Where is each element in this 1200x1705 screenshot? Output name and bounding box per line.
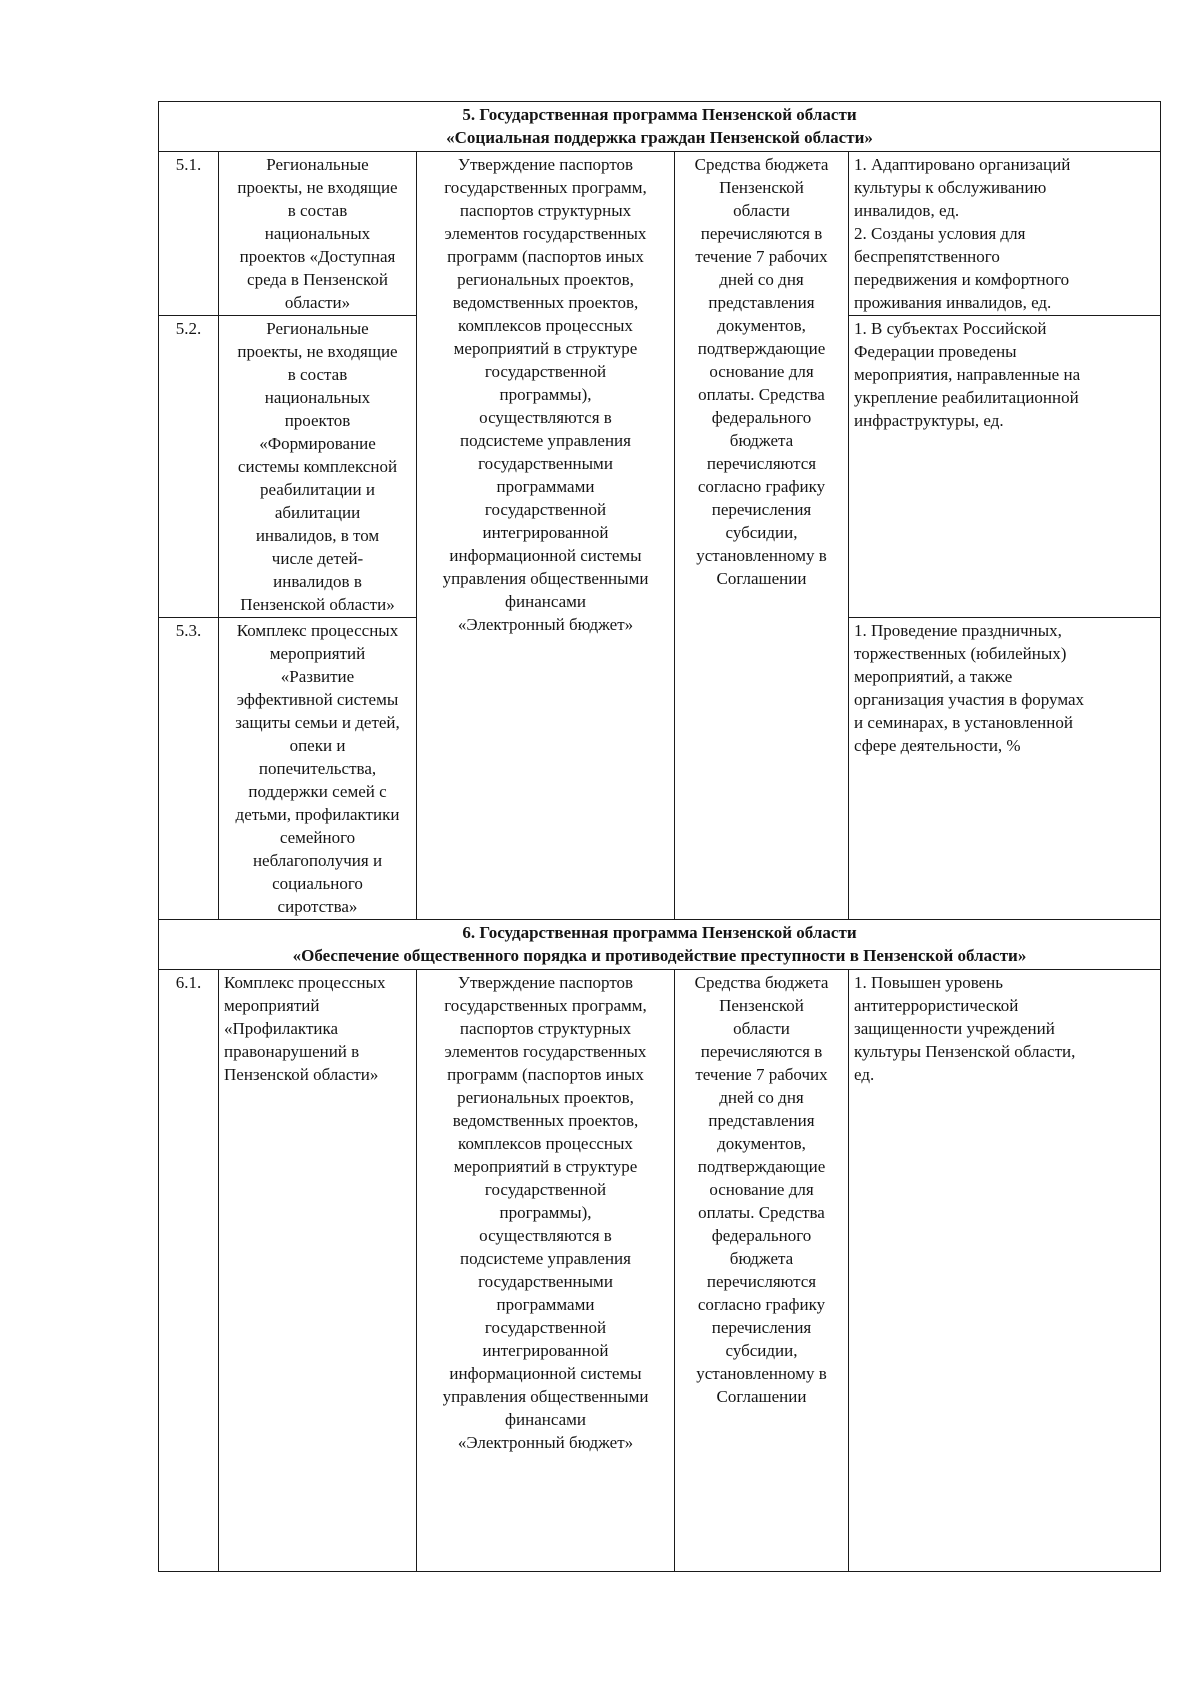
section-6-header-row <box>159 920 1161 970</box>
implementation-measure: Утверждение паспортов государственных программ, паспортов структурных элементов государственных программ (паспортов иных региональных проектов, ведомственных проектов, комплексов процессных мероприятий в структуре государственной программы), осуществляются в подсистеме управления государственными программами государственной интегрированной информационной системы управления общественными финансами «Электронный бюджет» <box>417 152 675 920</box>
table-row <box>159 152 1161 316</box>
programs-table <box>158 101 1161 1572</box>
funding-procedure: Средства бюджета Пензенской области перечисляются в течение 7 рабочих дней со дня представления документов, подтверждающие основание для оплаты. Средства федерального бюджета перечисляются согласно графику перечисления субсидии, установленному в Соглашении <box>675 970 849 1572</box>
expected-result: 1. В субъектах Российской Федерации проведены мероприятия, направленные на укрепление реабилитационной инфраструктуры, ед. <box>849 316 1161 618</box>
expected-result: 1. Проведение праздничных, торжественных (юбилейных) мероприятий, а также организация участия в форумах и семинарах, в установленной сфере деятельности, % <box>849 618 1161 920</box>
section-5-title-line1: 5. Государственная программа Пензенской области <box>462 105 857 124</box>
section-6-title-line2: «Обеспечение общественного порядка и противодействие преступности в Пензенской области» <box>292 946 1027 965</box>
section-6-title-line1: 6. Государственная программа Пензенской области <box>462 923 857 942</box>
program-element-name: Региональные проекты, не входящие в состав национальных проектов «Формирование системы комплексной реабилитации и абилитации инвалидов, в том числе детей- инвалидов в Пензенской области» <box>219 316 417 618</box>
implementation-measure: Утверждение паспортов государственных программ, паспортов структурных элементов государственных программ (паспортов иных региональных проектов, ведомственных проектов, комплексов процессных мероприятий в структуре государственной программы), осуществляются в подсистеме управления государственными программами государственной интегрированной информационной системы управления общественными финансами «Электронный бюджет» <box>417 970 675 1572</box>
table-row <box>159 970 1161 1572</box>
row-number: 5.1. <box>159 152 219 316</box>
section-6-title <box>159 920 1161 970</box>
expected-result: 1. Адаптировано организаций культуры к обслуживанию инвалидов, ед. 2. Созданы условия для беспрепятственного передвижения и комфортного проживания инвалидов, ед. <box>849 152 1161 316</box>
row-number: 5.3. <box>159 618 219 920</box>
program-element-name: Региональные проекты, не входящие в состав национальных проектов «Доступная среда в Пензенской области» <box>219 152 417 316</box>
funding-procedure: Средства бюджета Пензенской области перечисляются в течение 7 рабочих дней со дня представления документов, подтверждающие основание для оплаты. Средства федерального бюджета перечисляются согласно графику перечисления субсидии, установленному в Соглашении <box>675 152 849 920</box>
program-element-name: Комплекс процессных мероприятий «Развитие эффективной системы защиты семьи и детей, опеки и попечительства, поддержки семей с детьми, профилактики семейного неблагополучия и социального сиротства» <box>219 618 417 920</box>
row-number: 5.2. <box>159 316 219 618</box>
section-5-header-row <box>159 102 1161 152</box>
expected-result: 1. Повышен уровень антитеррористической защищенности учреждений культуры Пензенской области, ед. <box>849 970 1161 1572</box>
row-number: 6.1. <box>159 970 219 1572</box>
section-5-title-line2: «Социальная поддержка граждан Пензенской области» <box>446 128 873 147</box>
section-5-title <box>159 102 1161 152</box>
program-element-name: Комплекс процессных мероприятий «Профилактика правонарушений в Пензенской области» <box>219 970 417 1572</box>
